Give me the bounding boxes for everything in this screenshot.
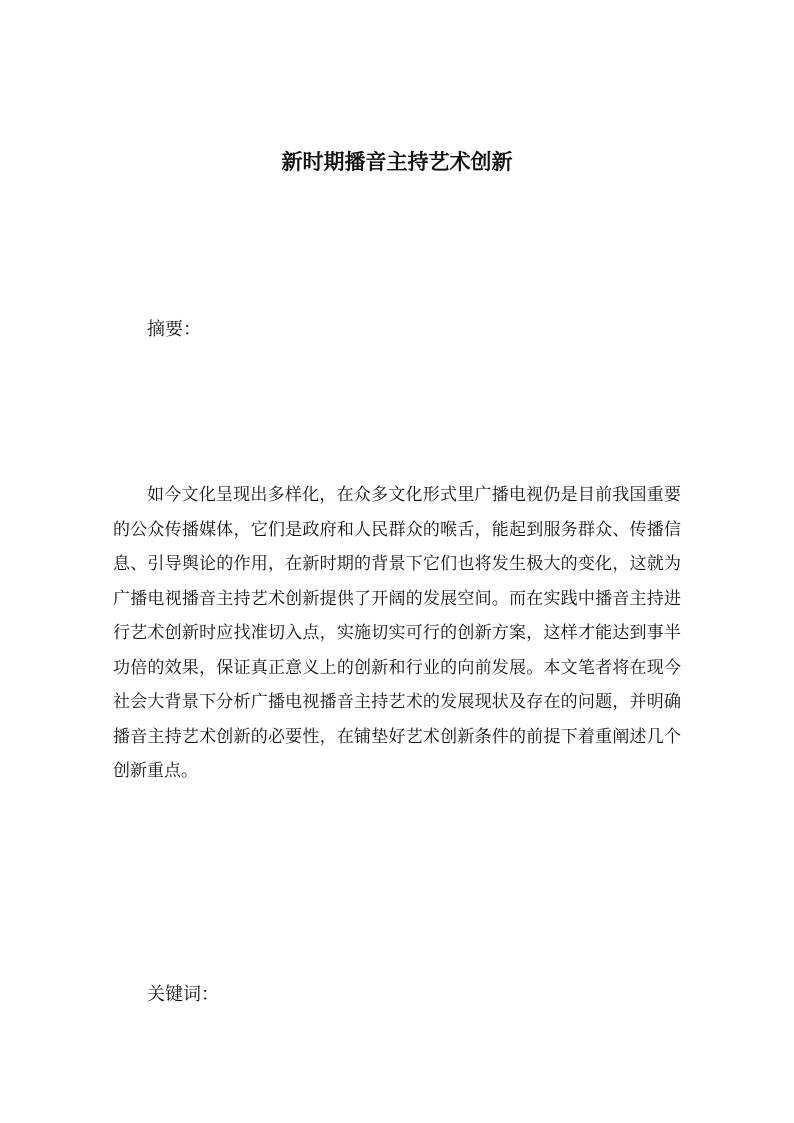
abstract-paragraph: 如今文化呈现出多样化，在众多文化形式里广播电视仍是目前我国重要的公众传播媒体，它们是政府和人民群众的喉舌，能起到服务群众、传播信息、引导舆论的作用，在新时期的背景下它们也将发生极大的变化，这就为广播电视播音主持艺术创新提供了开阔的发展空间。而在实践中播音主持进行艺术创新时应找准切入点，实施切实可行的创新方案，这样才能达到事半功倍的效果，保证真正意义上的创新和行业的向前发展。本文笔者将在现今社会大背景下分析广播电视播音主持艺术的发展现状及存在的问题，并明确播音主持艺术创新的必要性，在铺垫好艺术创新条件的前提下着重阐述几个创新重点。 bbox=[113, 485, 681, 781]
abstract-label: 摘要： bbox=[147, 319, 201, 340]
document-title: 新时期播音主持艺术创新 bbox=[281, 149, 513, 174]
keywords-label: 关键词： bbox=[147, 984, 219, 1005]
